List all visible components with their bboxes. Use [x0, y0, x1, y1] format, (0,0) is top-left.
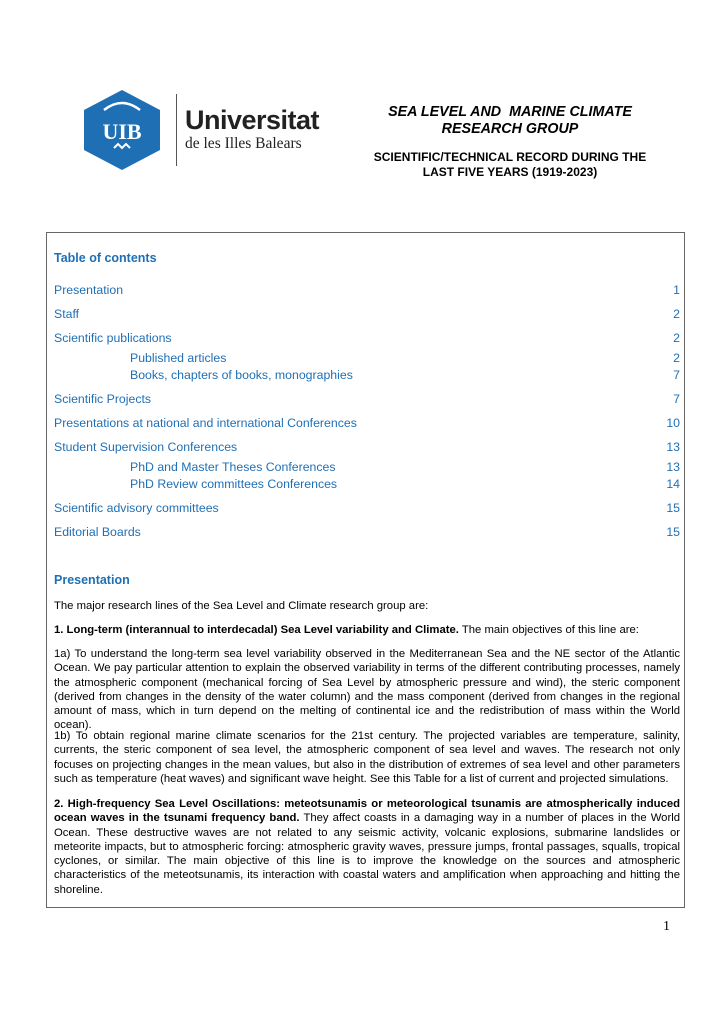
- toc-page: 1: [673, 283, 680, 297]
- toc-label[interactable]: Editorial Boards: [54, 525, 141, 539]
- toc-page: 15: [666, 525, 680, 539]
- toc-page: 7: [673, 368, 680, 382]
- toc-label[interactable]: Published articles: [130, 351, 227, 365]
- shield-text: UIB: [102, 119, 142, 144]
- university-subname: de les Illes Balears: [185, 135, 302, 152]
- toc-label[interactable]: PhD and Master Theses Conferences: [130, 460, 336, 474]
- toc-page: 15: [666, 501, 680, 515]
- toc-page: 2: [673, 351, 680, 365]
- intro-paragraph: The major research lines of the Sea Level and Climate research group are:: [54, 600, 429, 612]
- subtitle-line-1: SCIENTIFIC/TECHNICAL RECORD DURING THE: [373, 150, 647, 164]
- toc-label[interactable]: PhD Review committees Conferences: [130, 477, 338, 491]
- university-logo: [82, 88, 322, 172]
- line1-bold: 1. Long-term (interannual to interdecadal) Sea Level variability and Climate.: [54, 624, 459, 636]
- toc-page: 14: [666, 477, 680, 491]
- toc-label[interactable]: Scientific Projects: [54, 392, 152, 406]
- uib-shield-icon: [82, 88, 162, 172]
- paragraph-1b: 1b) To obtain regional marine climate scenarios for the 21st century. The projected variables are temperature, salinity, currents, the steric component of sea level, the atmospheric component of sea level and waves. The research not only focuses on projecting changes in the mean values, but also in the distribution of extremes of sea level and other parameters such as temperature (heat waves) and significant wave height. See this Table for a list of current and projected simulations.: [54, 730, 680, 785]
- document-title: [360, 104, 660, 138]
- toc-label[interactable]: Presentation: [54, 283, 124, 297]
- line1-rest: The main objectives of this line are:: [458, 624, 639, 636]
- line2-rest: They affect coasts in a damaging way in a number of places in the World Ocean. These destructive waves are not related to any seismic activity, volcanic explosions, submarine landslides or meteorite impacts, but to atmospheric forcing: atmospheric gravity waves, pressure jumps, frontal passages, squalls, tropical cyclones, or similar. The main objective of this line is to improve the knowledge on the sources and atmospheric characteristics of the meteotsunamis, its interaction with coastal waters and amplification when approaching and hitting the shoreline.: [54, 812, 680, 896]
- toc-heading: Table of contents: [54, 251, 157, 265]
- toc-page: 7: [673, 392, 680, 406]
- toc-page: 10: [666, 416, 680, 430]
- line1-paragraph: [54, 623, 680, 637]
- toc-page: 2: [673, 331, 680, 345]
- title-line-2: RESEARCH GROUP: [441, 121, 579, 137]
- toc-label[interactable]: Books, chapters of books, monographies: [130, 368, 353, 382]
- toc-label[interactable]: Student Supervision Conferences: [54, 440, 238, 454]
- subtitle-line-2: LAST FIVE YEARS (1919-2023): [422, 165, 598, 179]
- toc-label[interactable]: Presentations at national and international Conferences: [54, 416, 357, 430]
- title-line-1: SEA LEVEL AND MARINE CLIMATE: [388, 104, 632, 120]
- line2-paragraph: [54, 797, 680, 897]
- toc-page: 13: [666, 460, 680, 474]
- page-number: 1: [663, 919, 670, 934]
- paragraph-1a: 1a) To understand the long-term sea level variability observed in the Mediterranean Sea and the NE sector of the Atlantic Ocean. We pay particular attention to explain the observed variability in terms of the different contributing processes, namely the atmospheric component (mechanical forcing of Sea Level by atmospheric pressure and wind), the steric component (derived from changes in the density of the water column) and the mass component (derived from changes in the regional amount of mass, which in turn depend on the melting of continental ice and the redistribution of mass within the World ocean).: [54, 648, 680, 732]
- toc-page: 2: [673, 307, 680, 321]
- document-subtitle: [360, 150, 660, 180]
- toc-label[interactable]: Staff: [54, 307, 80, 321]
- university-name: Universitat: [185, 105, 320, 135]
- toc-page: 13: [666, 440, 680, 454]
- presentation-heading: Presentation: [54, 573, 130, 587]
- line2-bold: 2. High-frequency Sea Level Oscillations: meteotsunamis or meteorological tsunamis are atmospherically induced ocean waves in the tsunami frequency band.: [54, 798, 680, 825]
- toc-label[interactable]: Scientific advisory committees: [54, 501, 219, 515]
- toc-label[interactable]: Scientific publications: [54, 331, 172, 345]
- logo-divider: [176, 94, 177, 166]
